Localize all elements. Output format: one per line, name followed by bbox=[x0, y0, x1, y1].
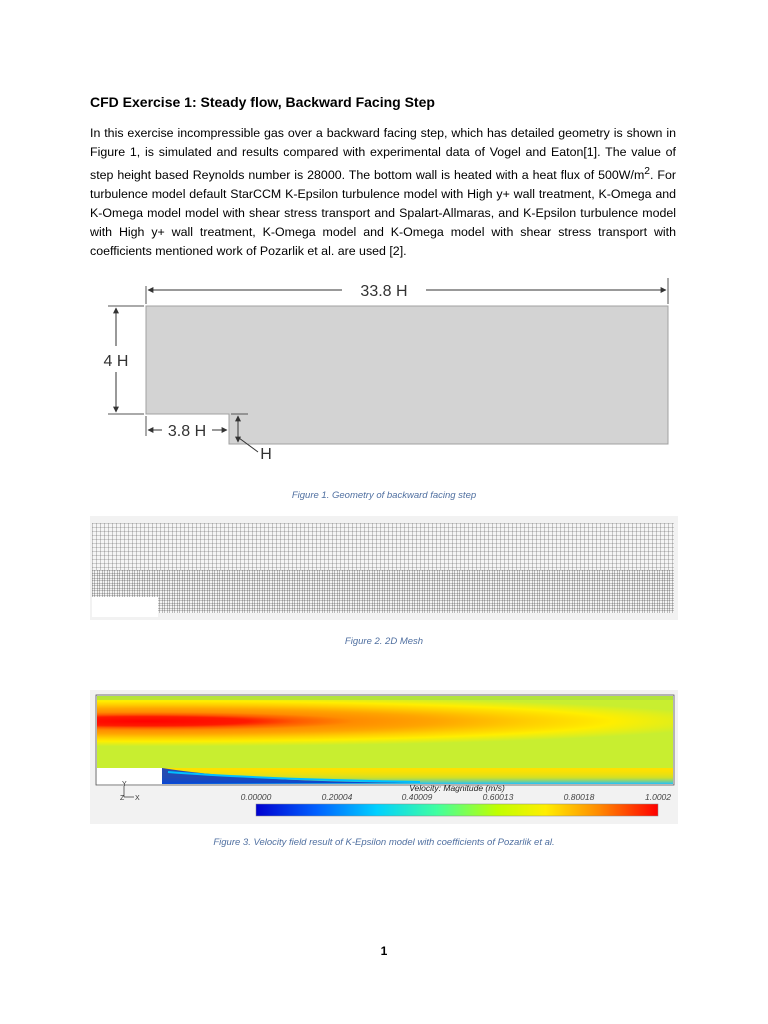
colorbar-tick: 0.20004 bbox=[321, 792, 353, 802]
page-number: 1 bbox=[380, 944, 388, 958]
colorbar-tick: 0.60013 bbox=[482, 792, 514, 802]
step-block bbox=[97, 768, 162, 786]
colorbar-title: Velocity: Magnitude (m/s) bbox=[409, 783, 505, 793]
page-title: CFD Exercise 1: Steady flow, Backward Facing Step bbox=[90, 94, 435, 110]
colorbar-tick: 0.00000 bbox=[240, 792, 272, 802]
dim-step-height-label: H bbox=[260, 446, 272, 463]
colorbar-tick: 1.0002 bbox=[645, 792, 671, 802]
figure-3-caption: Figure 3. Velocity field result of K-Epsilon model with coefficients of Pozarlik et al. bbox=[213, 837, 555, 848]
figure-1-caption: Figure 1. Geometry of backward facing step bbox=[291, 490, 477, 501]
velocity-contour-main bbox=[97, 696, 673, 768]
dim-height-label: 4 H bbox=[103, 353, 129, 370]
figure-2-caption: Figure 2. 2D Mesh bbox=[344, 636, 424, 647]
colorbar bbox=[256, 804, 658, 816]
dim-length-label: 33.8 H bbox=[360, 283, 408, 300]
dim-step-length-label: 3.8 H bbox=[167, 423, 207, 440]
axis-y-label: Y bbox=[122, 781, 127, 788]
colorbar-tick: 0.40009 bbox=[401, 792, 433, 802]
axis-x-label: X bbox=[135, 795, 140, 802]
colorbar-tick: 0.80018 bbox=[563, 792, 595, 802]
axis-z-label: Z bbox=[120, 795, 125, 802]
intro-paragraph: In this exercise incompressible gas over a backward facing step, which has detailed geometry is shown in Figure 1, is simulated and results compared with experimental data of Vogel and Eaton[1]. The value of step height based Reynolds number is 28000. The bottom wall is heated with a heat flux of $500W/m^2$. For turbulence model default StarCCM K-Epsilon turbulence model with High y+ wall treatment, K-Omega and K-Omega model model with shear stress transport and Spalart-Allmaras, and K-Epsilon turbulence model with High y+ wall treatment, K-Omega model and K-Omega model with shear stress transport with coefficients mentioned work of Pozarlik et al. are used [2]. bbox=[90, 126, 676, 259]
